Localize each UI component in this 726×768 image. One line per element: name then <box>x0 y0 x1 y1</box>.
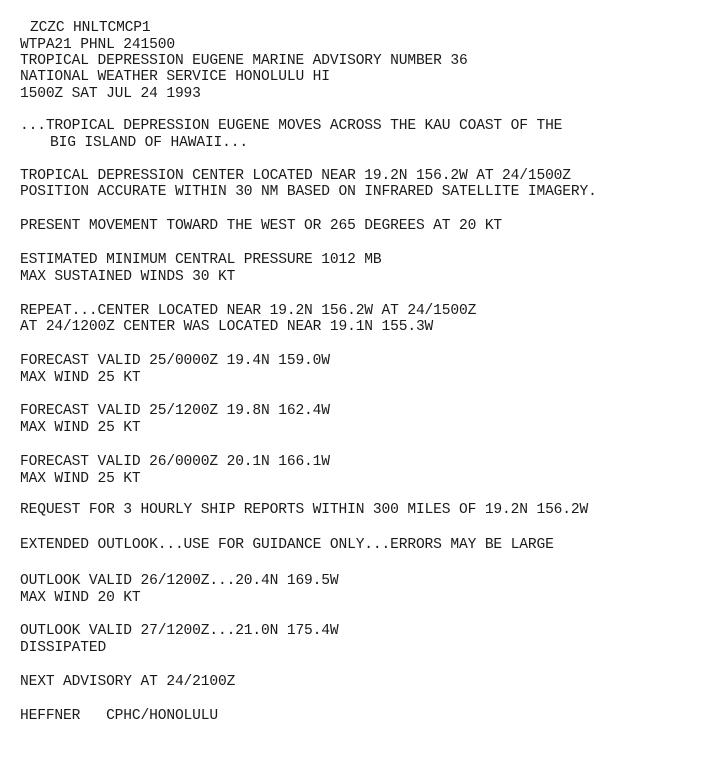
office-line: NATIONAL WEATHER SERVICE HONOLULU HI <box>20 69 330 85</box>
header-line: ZCZC HNLTCMCP1 <box>30 20 151 36</box>
outlook-2-status: DISSIPATED <box>20 640 107 656</box>
forecast-3-wind: MAX WIND 25 KT <box>20 471 141 487</box>
time-line: 1500Z SAT JUL 24 1993 <box>20 86 201 102</box>
forecast-2-wind: MAX WIND 25 KT <box>20 420 141 436</box>
forecast-1-wind: MAX WIND 25 KT <box>20 370 141 386</box>
forecaster-line: HEFFNER CPHC/HONOLULU <box>20 708 218 724</box>
outlook-1-line: OUTLOOK VALID 26/1200Z...20.4N 169.5W <box>20 573 339 589</box>
winds-line: MAX SUSTAINED WINDS 30 KT <box>20 269 236 285</box>
headline-1: ...TROPICAL DEPRESSION EUGENE MOVES ACROSS THE KAU COAST OF THE <box>20 118 563 134</box>
forecast-3-line: FORECAST VALID 26/0000Z 20.1N 166.1W <box>20 454 330 470</box>
wmo-line: WTPA21 PHNL 241500 <box>20 37 175 53</box>
pressure-line: ESTIMATED MINIMUM CENTRAL PRESSURE 1012 MB <box>20 252 382 268</box>
outlook-1-wind: MAX WIND 20 KT <box>20 590 141 606</box>
movement-line: PRESENT MOVEMENT TOWARD THE WEST OR 265 DEGREES AT 20 KT <box>20 218 503 234</box>
headline-2: BIG ISLAND OF HAWAII... <box>50 135 248 151</box>
previous-position-line: AT 24/1200Z CENTER WAS LOCATED NEAR 19.1N 155.3W <box>20 319 434 335</box>
extended-outlook-line: EXTENDED OUTLOOK...USE FOR GUIDANCE ONLY...ERRORS MAY BE LARGE <box>20 537 554 553</box>
forecast-1-line: FORECAST VALID 25/0000Z 19.4N 159.0W <box>20 353 330 369</box>
repeat-line: REPEAT...CENTER LOCATED NEAR 19.2N 156.2W AT 24/1500Z <box>20 303 477 319</box>
ship-request-line: REQUEST FOR 3 HOURLY SHIP REPORTS WITHIN 300 MILES OF 19.2N 156.2W <box>20 502 589 518</box>
forecast-2-line: FORECAST VALID 25/1200Z 19.8N 162.4W <box>20 403 330 419</box>
next-advisory-line: NEXT ADVISORY AT 24/2100Z <box>20 674 236 690</box>
outlook-2-line: OUTLOOK VALID 27/1200Z...21.0N 175.4W <box>20 623 339 639</box>
center-line: TROPICAL DEPRESSION CENTER LOCATED NEAR 19.2N 156.2W AT 24/1500Z <box>20 168 571 184</box>
title-line: TROPICAL DEPRESSION EUGENE MARINE ADVISORY NUMBER 36 <box>20 53 468 69</box>
accuracy-line: POSITION ACCURATE WITHIN 30 NM BASED ON INFRARED SATELLITE IMAGERY. <box>20 184 597 200</box>
